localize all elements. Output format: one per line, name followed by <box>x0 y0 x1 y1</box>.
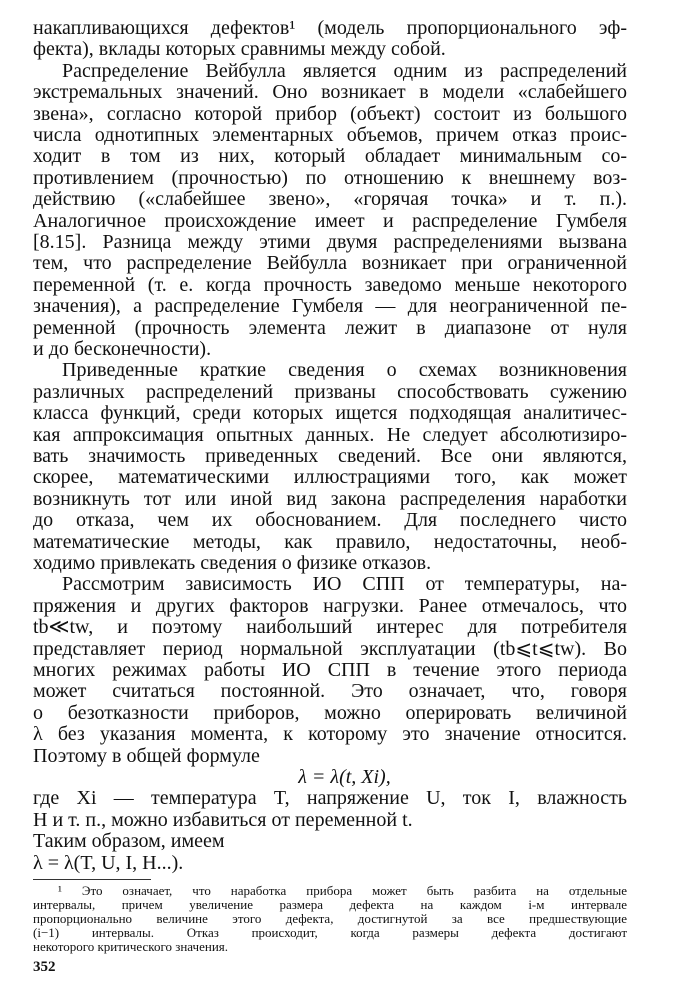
text-line: о безотказности приборов, можно оперировать величиной <box>33 701 627 724</box>
text-line: накапливающихся дефектов¹ (модель пропорционального эф- <box>33 17 627 39</box>
text-line: ременной (прочность элемента лежит в диапазоне от нуля <box>33 316 627 339</box>
text-line: Распределение Вейбулла является одним из распределений <box>62 59 627 82</box>
text-line: математические методы, как правило, недостаточны, необ- <box>33 530 627 553</box>
text-line: класса функций, среди которых ищется подходящая аналитичес- <box>33 402 627 425</box>
text-line: Таким образом, имеем <box>33 830 225 853</box>
text-line: ходимо привлекать сведения о физике отказов. <box>33 552 432 574</box>
footnote-line: (i−1) интервалы. Отказ происходит, когда размеры дефекта достигают <box>33 925 627 941</box>
footnote-line: некоторого критического значения. <box>33 939 228 955</box>
text-line: фекта), вклады которых сравнимы между собой. <box>33 38 446 61</box>
text-line: где Xi — температура T, напряжение U, ток I, влажность <box>33 787 627 810</box>
text-line: тем, что распределение Вейбулла возникает при ограниченной <box>33 252 627 275</box>
text-line: скорее, математическими иллюстрациями того, как может <box>33 466 627 489</box>
text-line: Рассмотрим зависимость ИО СПП от температуры, на- <box>62 573 627 596</box>
text-line: экстремальных значений. Оно возникает в модели «слабейшего <box>33 81 627 104</box>
footnote-line: интервалы, причем увеличение размера дефекта на каждом i-м интервале <box>33 896 627 912</box>
text-line: tb≪tw, и поэтому наибольший интерес для потребителя <box>33 616 627 639</box>
text-line: числа однотипных элементарных объемов, причем отказ проис- <box>33 124 627 146</box>
text-line: до отказа, чем их обоснованием. Для последнего чисто <box>33 509 627 532</box>
text-line: переменной (т. е. когда прочность заведомо меньше некоторого <box>33 273 627 296</box>
formula-lambda: λ = λ(t, Xi), <box>298 766 391 788</box>
text-line: значения), а распределение Гумбеля — для неограниченной пе- <box>33 295 627 318</box>
text-line: и до бесконечности). <box>33 338 212 360</box>
text-line: [8.15]. Разница между этими двумя распределениями вызвана <box>33 231 627 253</box>
text-line: Поэтому в общей формуле <box>33 744 260 767</box>
footnote-line: ¹ Это означает, что наработка прибора может быть разбита на отдельные <box>58 882 627 898</box>
page-number: 352 <box>33 958 56 975</box>
text-line: ходит в том из них, который обладает минимальным со- <box>33 145 627 168</box>
text-line: Аналогичное происхождение имеет и распределение Гумбеля <box>33 209 627 232</box>
text-line: λ без указания момента, к которому это значение относится. <box>33 723 627 746</box>
text-line: пряжения и других факторов нагрузки. Ранее отмечалось, что <box>33 594 627 617</box>
text-line: противлением (прочностью) по отношению к внешнему воз- <box>33 166 627 189</box>
text-line: действию («слабейшее звено», «горячая точка» и т. п.). <box>33 188 627 211</box>
text-line: многих режимах работы ИО СПП в течение этого периода <box>33 659 627 681</box>
text-line: кая аппроксимация опытных данных. Не следует абсолютизиро- <box>33 423 627 446</box>
text-line: вать значимость приведенных сведений. Все они являются, <box>33 445 627 467</box>
text-line: λ = λ(T, U, I, H...). <box>33 851 184 874</box>
text-line: возникнуть тот или иной вид закона распределения наработки <box>33 487 627 510</box>
text-line: может считаться постоянной. Это означает, что, говоря <box>33 680 627 703</box>
text-line: Приведенные краткие сведения о схемах возникновения <box>62 359 627 382</box>
text-line: различных распределений призваны способствовать сужению <box>33 380 627 403</box>
footnote-rule <box>33 879 151 880</box>
text-line: H и т. п., можно избавиться от переменной t. <box>33 808 413 831</box>
text-line: представляет период нормальной эксплуатации (tb⩽t⩽tw). Во <box>33 637 627 660</box>
text-line: звена», согласно которой прибор (объект) состоит из большого <box>33 102 627 125</box>
footnote-line: пропорционально величине этого дефекта, достигнутой за все предшествующие <box>33 911 627 926</box>
